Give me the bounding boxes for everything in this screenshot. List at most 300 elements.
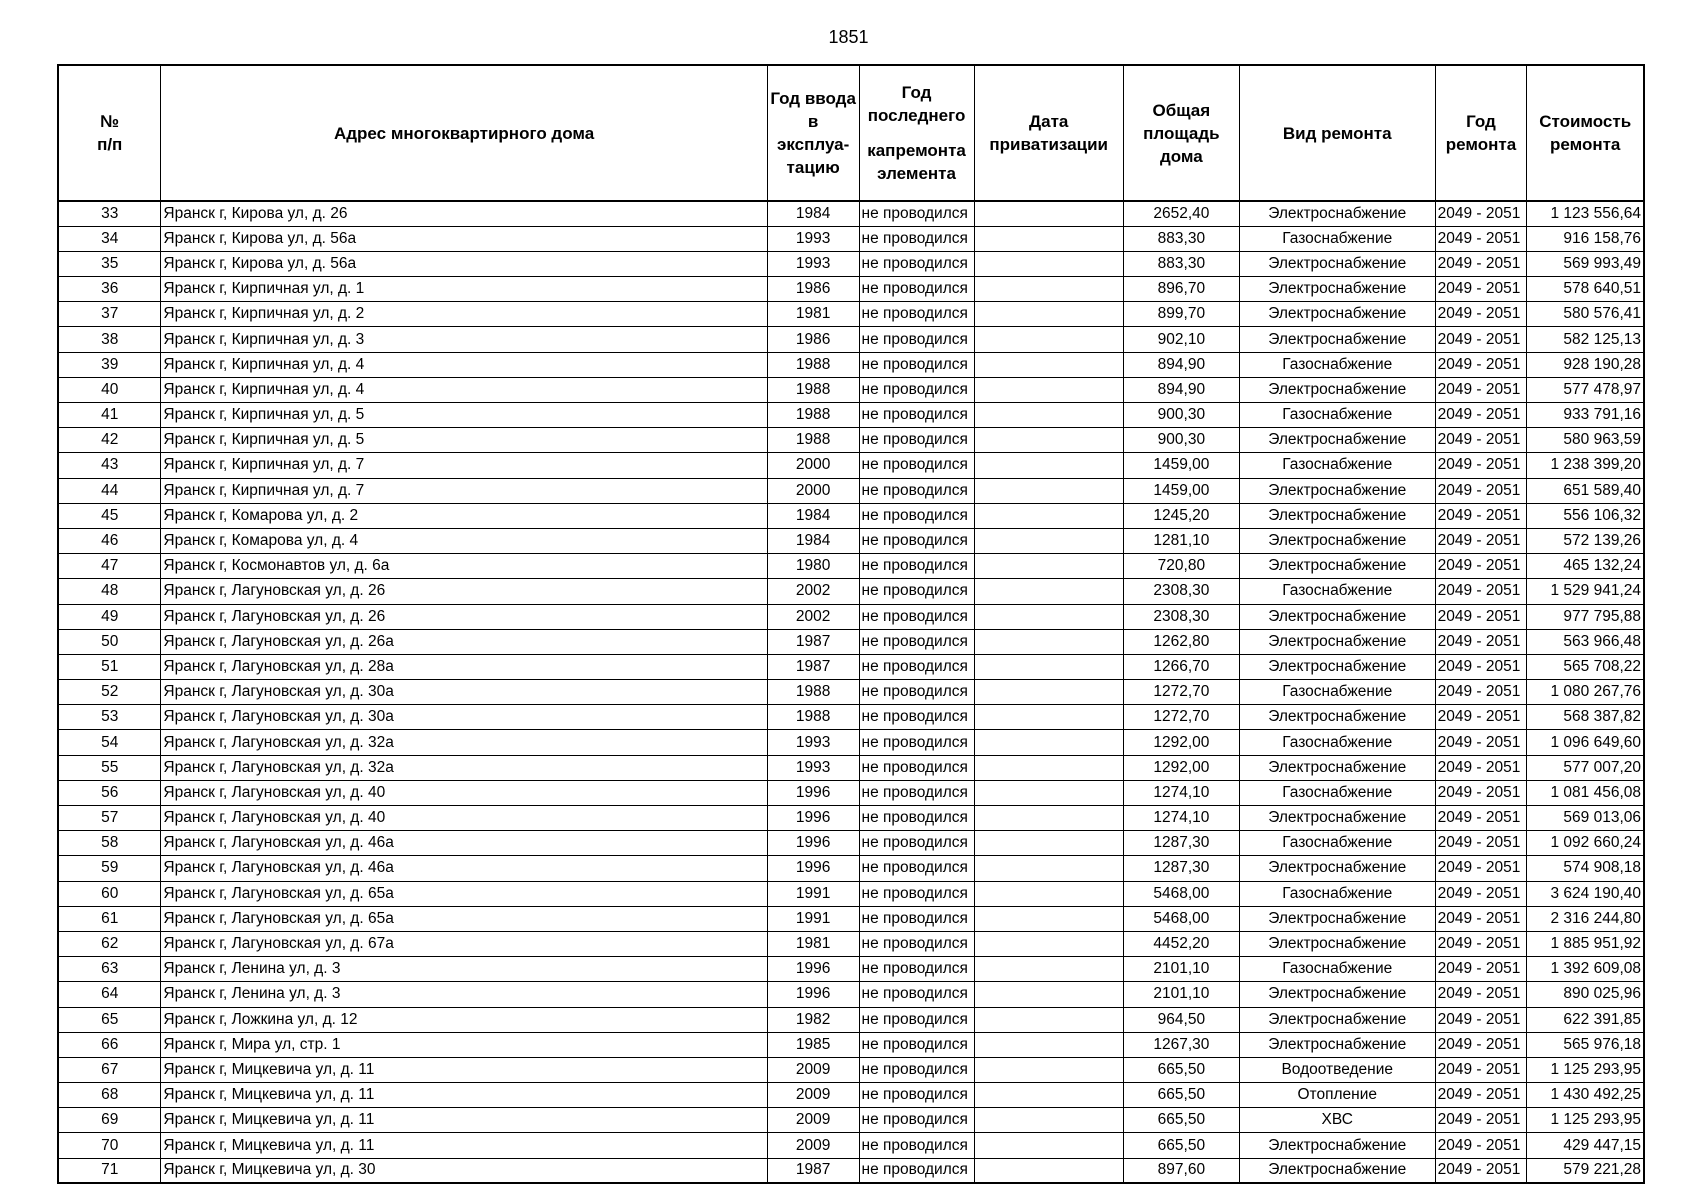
cell-last-repair: не проводился	[859, 680, 974, 705]
cell-number: 61	[58, 906, 161, 931]
cell-area: 964,50	[1123, 1007, 1239, 1032]
cell-repair-type: Газоснабжение	[1239, 226, 1435, 251]
cell-repair-year: 2049 - 2051	[1435, 629, 1527, 654]
cell-last-repair: не проводился	[859, 806, 974, 831]
cell-last-repair: не проводился	[859, 931, 974, 956]
cell-repair-type: ХВС	[1239, 1108, 1435, 1133]
cell-cost: 890 025,96	[1527, 982, 1644, 1007]
cell-last-repair: не проводился	[859, 327, 974, 352]
cell-last-repair: не проводился	[859, 201, 974, 226]
cell-area: 1266,70	[1123, 654, 1239, 679]
cell-privatization	[974, 201, 1123, 226]
cell-address: Яранск г, Кирпичная ул, д. 7	[161, 453, 767, 478]
cell-repair-type: Газоснабжение	[1239, 680, 1435, 705]
col-header-privatization: Дата приватизации	[974, 65, 1123, 201]
cell-privatization	[974, 352, 1123, 377]
col-header-repair-year: Год ремонта	[1435, 65, 1527, 201]
cell-repair-year: 2049 - 2051	[1435, 780, 1527, 805]
table-row	[58, 831, 1644, 856]
cell-number: 54	[58, 730, 161, 755]
cell-number: 39	[58, 352, 161, 377]
cell-year-built: 1988	[767, 680, 859, 705]
table-row	[58, 226, 1644, 251]
cell-privatization	[974, 1133, 1123, 1158]
cell-area: 4452,20	[1123, 931, 1239, 956]
table-row	[58, 377, 1644, 402]
cell-last-repair: не проводился	[859, 1133, 974, 1158]
cell-number: 44	[58, 478, 161, 503]
cell-number: 45	[58, 503, 161, 528]
cell-number: 67	[58, 1057, 161, 1082]
table-row	[58, 1057, 1644, 1082]
cell-repair-type: Газоснабжение	[1239, 403, 1435, 428]
cell-area: 1274,10	[1123, 780, 1239, 805]
cell-area: 2101,10	[1123, 957, 1239, 982]
cell-privatization	[974, 478, 1123, 503]
cell-number: 70	[58, 1133, 161, 1158]
cell-number: 47	[58, 554, 161, 579]
cell-repair-type: Электроснабжение	[1239, 1032, 1435, 1057]
cell-address: Яранск г, Кирпичная ул, д. 7	[161, 478, 767, 503]
table-row	[58, 528, 1644, 553]
cell-last-repair: не проводился	[859, 831, 974, 856]
cell-repair-year: 2049 - 2051	[1435, 201, 1527, 226]
cell-year-built: 1984	[767, 503, 859, 528]
cell-privatization	[974, 1108, 1123, 1133]
table-row	[58, 629, 1644, 654]
cell-repair-type: Водоотведение	[1239, 1057, 1435, 1082]
table-row	[58, 780, 1644, 805]
cell-last-repair: не проводился	[859, 982, 974, 1007]
cell-area: 2652,40	[1123, 201, 1239, 226]
cell-repair-year: 2049 - 2051	[1435, 856, 1527, 881]
table-row	[58, 251, 1644, 276]
cell-address: Яранск г, Ложкина ул, д. 12	[161, 1007, 767, 1032]
cell-cost: 977 795,88	[1527, 604, 1644, 629]
cell-cost: 577 007,20	[1527, 755, 1644, 780]
col-header-last-repair-line1: Год последнего	[867, 83, 966, 125]
cell-privatization	[974, 377, 1123, 402]
cell-last-repair: не проводился	[859, 654, 974, 679]
cell-last-repair: не проводился	[859, 705, 974, 730]
cell-last-repair: не проводился	[859, 1083, 974, 1108]
cell-privatization	[974, 629, 1123, 654]
cell-area: 1274,10	[1123, 806, 1239, 831]
cell-year-built: 1986	[767, 327, 859, 352]
cell-area: 5468,00	[1123, 881, 1239, 906]
cell-area: 5468,00	[1123, 906, 1239, 931]
cell-cost: 2 316 244,80	[1527, 906, 1644, 931]
cell-repair-type: Электроснабжение	[1239, 931, 1435, 956]
cell-repair-year: 2049 - 2051	[1435, 277, 1527, 302]
cell-address: Яранск г, Мицкевича ул, д. 11	[161, 1057, 767, 1082]
cell-repair-year: 2049 - 2051	[1435, 1158, 1527, 1183]
cell-last-repair: не проводился	[859, 226, 974, 251]
table-row	[58, 654, 1644, 679]
table-row	[58, 327, 1644, 352]
cell-last-repair: не проводился	[859, 629, 974, 654]
cell-year-built: 1996	[767, 957, 859, 982]
cell-repair-type: Электроснабжение	[1239, 201, 1435, 226]
cell-repair-type: Газоснабжение	[1239, 352, 1435, 377]
cell-privatization	[974, 1057, 1123, 1082]
cell-repair-year: 2049 - 2051	[1435, 377, 1527, 402]
cell-number: 57	[58, 806, 161, 831]
table-row	[58, 755, 1644, 780]
cell-year-built: 1993	[767, 755, 859, 780]
cell-privatization	[974, 931, 1123, 956]
cell-last-repair: не проводился	[859, 503, 974, 528]
cell-address: Яранск г, Лагуновская ул, д. 32а	[161, 755, 767, 780]
cell-area: 1292,00	[1123, 730, 1239, 755]
cell-area: 2101,10	[1123, 982, 1239, 1007]
cell-year-built: 1980	[767, 554, 859, 579]
col-header-area: Общая площадь дома	[1123, 65, 1239, 201]
cell-year-built: 1996	[767, 806, 859, 831]
cell-last-repair: не проводился	[859, 1057, 974, 1082]
cell-number: 34	[58, 226, 161, 251]
cell-cost: 916 158,76	[1527, 226, 1644, 251]
table-row	[58, 1158, 1644, 1183]
cell-area: 1459,00	[1123, 478, 1239, 503]
cell-privatization	[974, 428, 1123, 453]
cell-cost: 569 993,49	[1527, 251, 1644, 276]
cell-area: 665,50	[1123, 1083, 1239, 1108]
cell-year-built: 2000	[767, 478, 859, 503]
cell-year-built: 1996	[767, 780, 859, 805]
cell-number: 41	[58, 403, 161, 428]
cell-privatization	[974, 1083, 1123, 1108]
cell-repair-type: Электроснабжение	[1239, 377, 1435, 402]
cell-privatization	[974, 780, 1123, 805]
cell-repair-type: Электроснабжение	[1239, 982, 1435, 1007]
cell-area: 1272,70	[1123, 705, 1239, 730]
cell-repair-year: 2049 - 2051	[1435, 478, 1527, 503]
table-row	[58, 1083, 1644, 1108]
cell-repair-type: Электроснабжение	[1239, 629, 1435, 654]
table-row	[58, 403, 1644, 428]
cell-last-repair: не проводился	[859, 604, 974, 629]
cell-number: 46	[58, 528, 161, 553]
cell-address: Яранск г, Лагуновская ул, д. 46а	[161, 831, 767, 856]
cell-number: 51	[58, 654, 161, 679]
cell-repair-year: 2049 - 2051	[1435, 251, 1527, 276]
cell-repair-year: 2049 - 2051	[1435, 428, 1527, 453]
cell-year-built: 1988	[767, 352, 859, 377]
cell-address: Яранск г, Кирпичная ул, д. 3	[161, 327, 767, 352]
cell-privatization	[974, 327, 1123, 352]
cell-year-built: 2002	[767, 579, 859, 604]
cell-address: Яранск г, Лагуновская ул, д. 26а	[161, 629, 767, 654]
table-row	[58, 881, 1644, 906]
table-row	[58, 730, 1644, 755]
table-row	[58, 931, 1644, 956]
cell-address: Яранск г, Мицкевича ул, д. 11	[161, 1108, 767, 1133]
cell-address: Яранск г, Кирпичная ул, д. 5	[161, 428, 767, 453]
table-row	[58, 856, 1644, 881]
cell-cost: 1 092 660,24	[1527, 831, 1644, 856]
cell-last-repair: не проводился	[859, 478, 974, 503]
cell-repair-type: Электроснабжение	[1239, 654, 1435, 679]
cell-number: 48	[58, 579, 161, 604]
cell-number: 60	[58, 881, 161, 906]
cell-cost: 1 392 609,08	[1527, 957, 1644, 982]
cell-repair-type: Электроснабжение	[1239, 1007, 1435, 1032]
cell-address: Яранск г, Кирпичная ул, д. 4	[161, 377, 767, 402]
cell-cost: 429 447,15	[1527, 1133, 1644, 1158]
cell-repair-type: Электроснабжение	[1239, 604, 1435, 629]
cell-repair-type: Газоснабжение	[1239, 730, 1435, 755]
cell-area: 899,70	[1123, 302, 1239, 327]
cell-privatization	[974, 705, 1123, 730]
cell-privatization	[974, 730, 1123, 755]
cell-year-built: 1986	[767, 277, 859, 302]
cell-number: 64	[58, 982, 161, 1007]
cell-area: 1272,70	[1123, 680, 1239, 705]
cell-cost: 574 908,18	[1527, 856, 1644, 881]
cell-area: 1292,00	[1123, 755, 1239, 780]
cell-number: 55	[58, 755, 161, 780]
cell-number: 50	[58, 629, 161, 654]
cell-area: 1287,30	[1123, 856, 1239, 881]
table-row	[58, 1133, 1644, 1158]
cell-year-built: 1996	[767, 831, 859, 856]
cell-privatization	[974, 528, 1123, 553]
cell-repair-type: Газоснабжение	[1239, 579, 1435, 604]
cell-cost: 622 391,85	[1527, 1007, 1644, 1032]
cell-area: 883,30	[1123, 226, 1239, 251]
cell-repair-type: Электроснабжение	[1239, 755, 1435, 780]
table-row	[58, 478, 1644, 503]
cell-year-built: 1981	[767, 931, 859, 956]
cell-year-built: 1984	[767, 528, 859, 553]
cell-privatization	[974, 403, 1123, 428]
cell-address: Яранск г, Лагуновская ул, д. 30а	[161, 680, 767, 705]
cell-number: 35	[58, 251, 161, 276]
cell-repair-year: 2049 - 2051	[1435, 831, 1527, 856]
cell-cost: 572 139,26	[1527, 528, 1644, 553]
cell-number: 56	[58, 780, 161, 805]
cell-area: 665,50	[1123, 1133, 1239, 1158]
cell-repair-year: 2049 - 2051	[1435, 352, 1527, 377]
cell-repair-type: Отопление	[1239, 1083, 1435, 1108]
cell-address: Яранск г, Кирпичная ул, д. 2	[161, 302, 767, 327]
table-row	[58, 982, 1644, 1007]
table-row	[58, 906, 1644, 931]
col-header-number-line1: №	[100, 112, 120, 131]
cell-year-built: 1987	[767, 1158, 859, 1183]
cell-last-repair: не проводился	[859, 579, 974, 604]
cell-address: Яранск г, Лагуновская ул, д. 30а	[161, 705, 767, 730]
cell-area: 1245,20	[1123, 503, 1239, 528]
col-header-last-repair-line2: капремонта элемента	[867, 141, 966, 183]
cell-address: Яранск г, Лагуновская ул, д. 65а	[161, 906, 767, 931]
cell-area: 2308,30	[1123, 579, 1239, 604]
cell-cost: 580 576,41	[1527, 302, 1644, 327]
cell-area: 1262,80	[1123, 629, 1239, 654]
cell-address: Яранск г, Лагуновская ул, д. 67а	[161, 931, 767, 956]
cell-year-built: 2009	[767, 1083, 859, 1108]
cell-number: 53	[58, 705, 161, 730]
cell-year-built: 2009	[767, 1057, 859, 1082]
cell-repair-type: Газоснабжение	[1239, 453, 1435, 478]
cell-number: 38	[58, 327, 161, 352]
cell-cost: 1 080 267,76	[1527, 680, 1644, 705]
cell-repair-year: 2049 - 2051	[1435, 503, 1527, 528]
cell-last-repair: не проводился	[859, 906, 974, 931]
cell-number: 59	[58, 856, 161, 881]
cell-address: Яранск г, Лагуновская ул, д. 26	[161, 579, 767, 604]
cell-area: 894,90	[1123, 352, 1239, 377]
cell-area: 720,80	[1123, 554, 1239, 579]
cell-number: 42	[58, 428, 161, 453]
table-row	[58, 428, 1644, 453]
cell-cost: 1 885 951,92	[1527, 931, 1644, 956]
cell-repair-year: 2049 - 2051	[1435, 1057, 1527, 1082]
cell-number: 43	[58, 453, 161, 478]
cell-repair-type: Электроснабжение	[1239, 478, 1435, 503]
cell-repair-year: 2049 - 2051	[1435, 982, 1527, 1007]
cell-year-built: 1993	[767, 251, 859, 276]
cell-cost: 565 708,22	[1527, 654, 1644, 679]
cell-cost: 1 125 293,95	[1527, 1057, 1644, 1082]
cell-number: 36	[58, 277, 161, 302]
cell-privatization	[974, 226, 1123, 251]
cell-year-built: 1993	[767, 730, 859, 755]
cell-address: Яранск г, Лагуновская ул, д. 32а	[161, 730, 767, 755]
cell-cost: 1 238 399,20	[1527, 453, 1644, 478]
cell-address: Яранск г, Мицкевича ул, д. 11	[161, 1133, 767, 1158]
cell-number: 69	[58, 1108, 161, 1133]
cell-year-built: 1984	[767, 201, 859, 226]
cell-cost: 579 221,28	[1527, 1158, 1644, 1183]
cell-privatization	[974, 755, 1123, 780]
cell-year-built: 2009	[767, 1108, 859, 1133]
cell-address: Яранск г, Лагуновская ул, д. 28а	[161, 654, 767, 679]
cell-year-built: 1988	[767, 428, 859, 453]
table-row	[58, 1007, 1644, 1032]
cell-cost: 933 791,16	[1527, 403, 1644, 428]
cell-year-built: 1987	[767, 629, 859, 654]
cell-repair-year: 2049 - 2051	[1435, 604, 1527, 629]
cell-privatization	[974, 654, 1123, 679]
cell-repair-year: 2049 - 2051	[1435, 730, 1527, 755]
table-row	[58, 302, 1644, 327]
cell-repair-year: 2049 - 2051	[1435, 705, 1527, 730]
cell-number: 71	[58, 1158, 161, 1183]
cell-privatization	[974, 1032, 1123, 1057]
cell-repair-type: Электроснабжение	[1239, 554, 1435, 579]
cell-last-repair: не проводился	[859, 780, 974, 805]
table-row	[58, 554, 1644, 579]
cell-number: 33	[58, 201, 161, 226]
cell-area: 1459,00	[1123, 453, 1239, 478]
cell-cost: 580 963,59	[1527, 428, 1644, 453]
cell-number: 66	[58, 1032, 161, 1057]
cell-last-repair: не проводился	[859, 856, 974, 881]
cell-privatization	[974, 302, 1123, 327]
cell-cost: 1 123 556,64	[1527, 201, 1644, 226]
cell-repair-type: Электроснабжение	[1239, 327, 1435, 352]
page-number: 1851	[828, 27, 869, 47]
cell-number: 63	[58, 957, 161, 982]
cell-area: 902,10	[1123, 327, 1239, 352]
cell-privatization	[974, 554, 1123, 579]
cell-repair-year: 2049 - 2051	[1435, 554, 1527, 579]
cell-number: 68	[58, 1083, 161, 1108]
header-row	[58, 65, 1644, 201]
cell-address: Яранск г, Кирпичная ул, д. 4	[161, 352, 767, 377]
cell-number: 62	[58, 931, 161, 956]
cell-cost: 556 106,32	[1527, 503, 1644, 528]
cell-privatization	[974, 1007, 1123, 1032]
table-row	[58, 1032, 1644, 1057]
cell-last-repair: не проводился	[859, 1007, 974, 1032]
cell-year-built: 1996	[767, 982, 859, 1007]
cell-repair-type: Электроснабжение	[1239, 277, 1435, 302]
cell-year-built: 1991	[767, 906, 859, 931]
cell-year-built: 1988	[767, 403, 859, 428]
cell-year-built: 2002	[767, 604, 859, 629]
cell-year-built: 1988	[767, 377, 859, 402]
cell-area: 1267,30	[1123, 1032, 1239, 1057]
cell-address: Яранск г, Комарова ул, д. 2	[161, 503, 767, 528]
col-header-last-repair	[859, 65, 974, 201]
cell-address: Яранск г, Лагуновская ул, д. 40	[161, 806, 767, 831]
table-body	[58, 201, 1644, 1183]
cell-repair-type: Электроснабжение	[1239, 1133, 1435, 1158]
cell-number: 40	[58, 377, 161, 402]
cell-last-repair: не проводился	[859, 1032, 974, 1057]
cell-repair-year: 2049 - 2051	[1435, 654, 1527, 679]
cell-number: 65	[58, 1007, 161, 1032]
cell-area: 896,70	[1123, 277, 1239, 302]
cell-address: Яранск г, Кирпичная ул, д. 1	[161, 277, 767, 302]
cell-area: 897,60	[1123, 1158, 1239, 1183]
cell-address: Яранск г, Лагуновская ул, д. 40	[161, 780, 767, 805]
cell-year-built: 1985	[767, 1032, 859, 1057]
col-header-address: Адрес многоквартирного дома	[161, 65, 767, 201]
cell-repair-year: 2049 - 2051	[1435, 957, 1527, 982]
cell-address: Яранск г, Кирова ул, д. 56а	[161, 226, 767, 251]
cell-address: Яранск г, Ленина ул, д. 3	[161, 982, 767, 1007]
cell-repair-year: 2049 - 2051	[1435, 302, 1527, 327]
cell-repair-type: Газоснабжение	[1239, 881, 1435, 906]
cell-area: 1287,30	[1123, 831, 1239, 856]
cell-last-repair: не проводился	[859, 1108, 974, 1133]
cell-area: 883,30	[1123, 251, 1239, 276]
table-row	[58, 680, 1644, 705]
cell-number: 49	[58, 604, 161, 629]
cell-privatization	[974, 906, 1123, 931]
cell-year-built: 1982	[767, 1007, 859, 1032]
cell-repair-type: Электроснабжение	[1239, 906, 1435, 931]
table-row	[58, 806, 1644, 831]
cell-address: Яранск г, Кирова ул, д. 56а	[161, 251, 767, 276]
cell-repair-type: Электроснабжение	[1239, 528, 1435, 553]
table-row	[58, 957, 1644, 982]
cell-address: Яранск г, Мицкевича ул, д. 11	[161, 1083, 767, 1108]
cell-number: 58	[58, 831, 161, 856]
cell-repair-year: 2049 - 2051	[1435, 1032, 1527, 1057]
cell-area: 1281,10	[1123, 528, 1239, 553]
cell-last-repair: не проводился	[859, 403, 974, 428]
cell-privatization	[974, 982, 1123, 1007]
cell-repair-type: Электроснабжение	[1239, 705, 1435, 730]
cell-area: 2308,30	[1123, 604, 1239, 629]
cell-privatization	[974, 251, 1123, 276]
cell-cost: 578 640,51	[1527, 277, 1644, 302]
